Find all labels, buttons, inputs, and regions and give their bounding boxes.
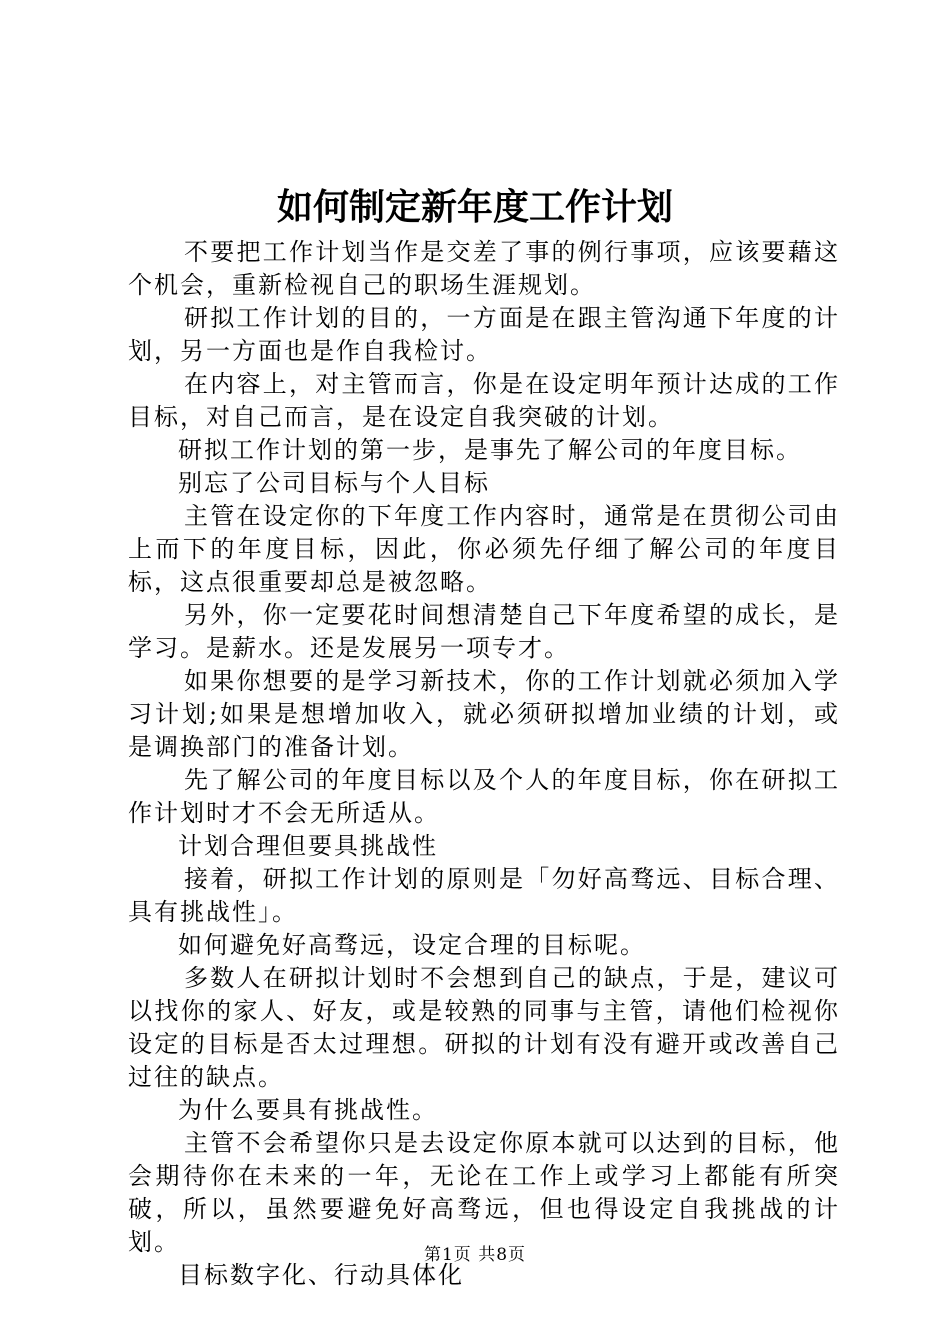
section-heading: 别忘了公司目标与个人目标 <box>178 469 490 497</box>
document-body <box>128 236 840 1292</box>
paragraph: 研拟工作计划的第一步，是事先了解公司的年度目标。 <box>178 436 802 464</box>
page-footer: 第1页 共8页 <box>423 1245 527 1265</box>
section-heading: 计划合理但要具挑战性 <box>178 832 438 860</box>
paragraph: 先了解公司的年度目标以及个人的年度目标，你在研拟工作计划时才不会无所适从。 <box>128 766 840 827</box>
paragraph: 另外，你一定要花时间想清楚自己下年度希望的成长，是学习。是薪水。还是发展另一项专才。 <box>128 601 840 662</box>
paragraph: 主管不会希望你只是去设定你原本就可以达到的目标，他会期待你在未来的一年，无论在工作上或学习上都能有所突破，所以，虽然要避免好高骛远，但也得设定自我挑战的计划。 <box>128 1129 840 1256</box>
paragraph: 如果你想要的是学习新技术，你的工作计划就必须加入学习计划;如果是想增加收入，就必须研拟增加业绩的计划，或是调换部门的准备计划。 <box>128 667 840 761</box>
paragraph: 接着，研拟工作计划的原则是「勿好高骛远、目标合理、具有挑战性」。 <box>128 865 840 926</box>
paragraph: 多数人在研拟计划时不会想到自己的缺点，于是，建议可以找你的家人、好友，或是较熟的同事与主管，请他们检视你设定的目标是否太过理想。研拟的计划有没有避开或改善自己过往的缺点。 <box>128 964 840 1091</box>
section-heading: 目标数字化、行动具体化 <box>178 1261 464 1289</box>
paragraph: 如何避免好高骛远，设定合理的目标呢。 <box>178 931 646 959</box>
paragraph: 在内容上，对主管而言，你是在设定明年预计达成的工作目标，对自己而言，是在设定自我突破的计划。 <box>128 370 840 431</box>
paragraph: 主管在设定你的下年度工作内容时，通常是在贯彻公司由上而下的年度目标，因此，你必须先仔细了解公司的年度目标，这点很重要却总是被忽略。 <box>128 502 840 596</box>
paragraph: 研拟工作计划的目的，一方面是在跟主管沟通下年度的计划，另一方面也是作自我检讨。 <box>128 304 840 365</box>
paragraph: 不要把工作计划当作是交差了事的例行事项，应该要藉这个机会，重新检视自己的职场生涯规划。 <box>128 238 840 299</box>
page-title: 如何制定新年度工作计划 <box>276 186 673 228</box>
paragraph: 为什么要具有挑战性。 <box>178 1096 438 1124</box>
